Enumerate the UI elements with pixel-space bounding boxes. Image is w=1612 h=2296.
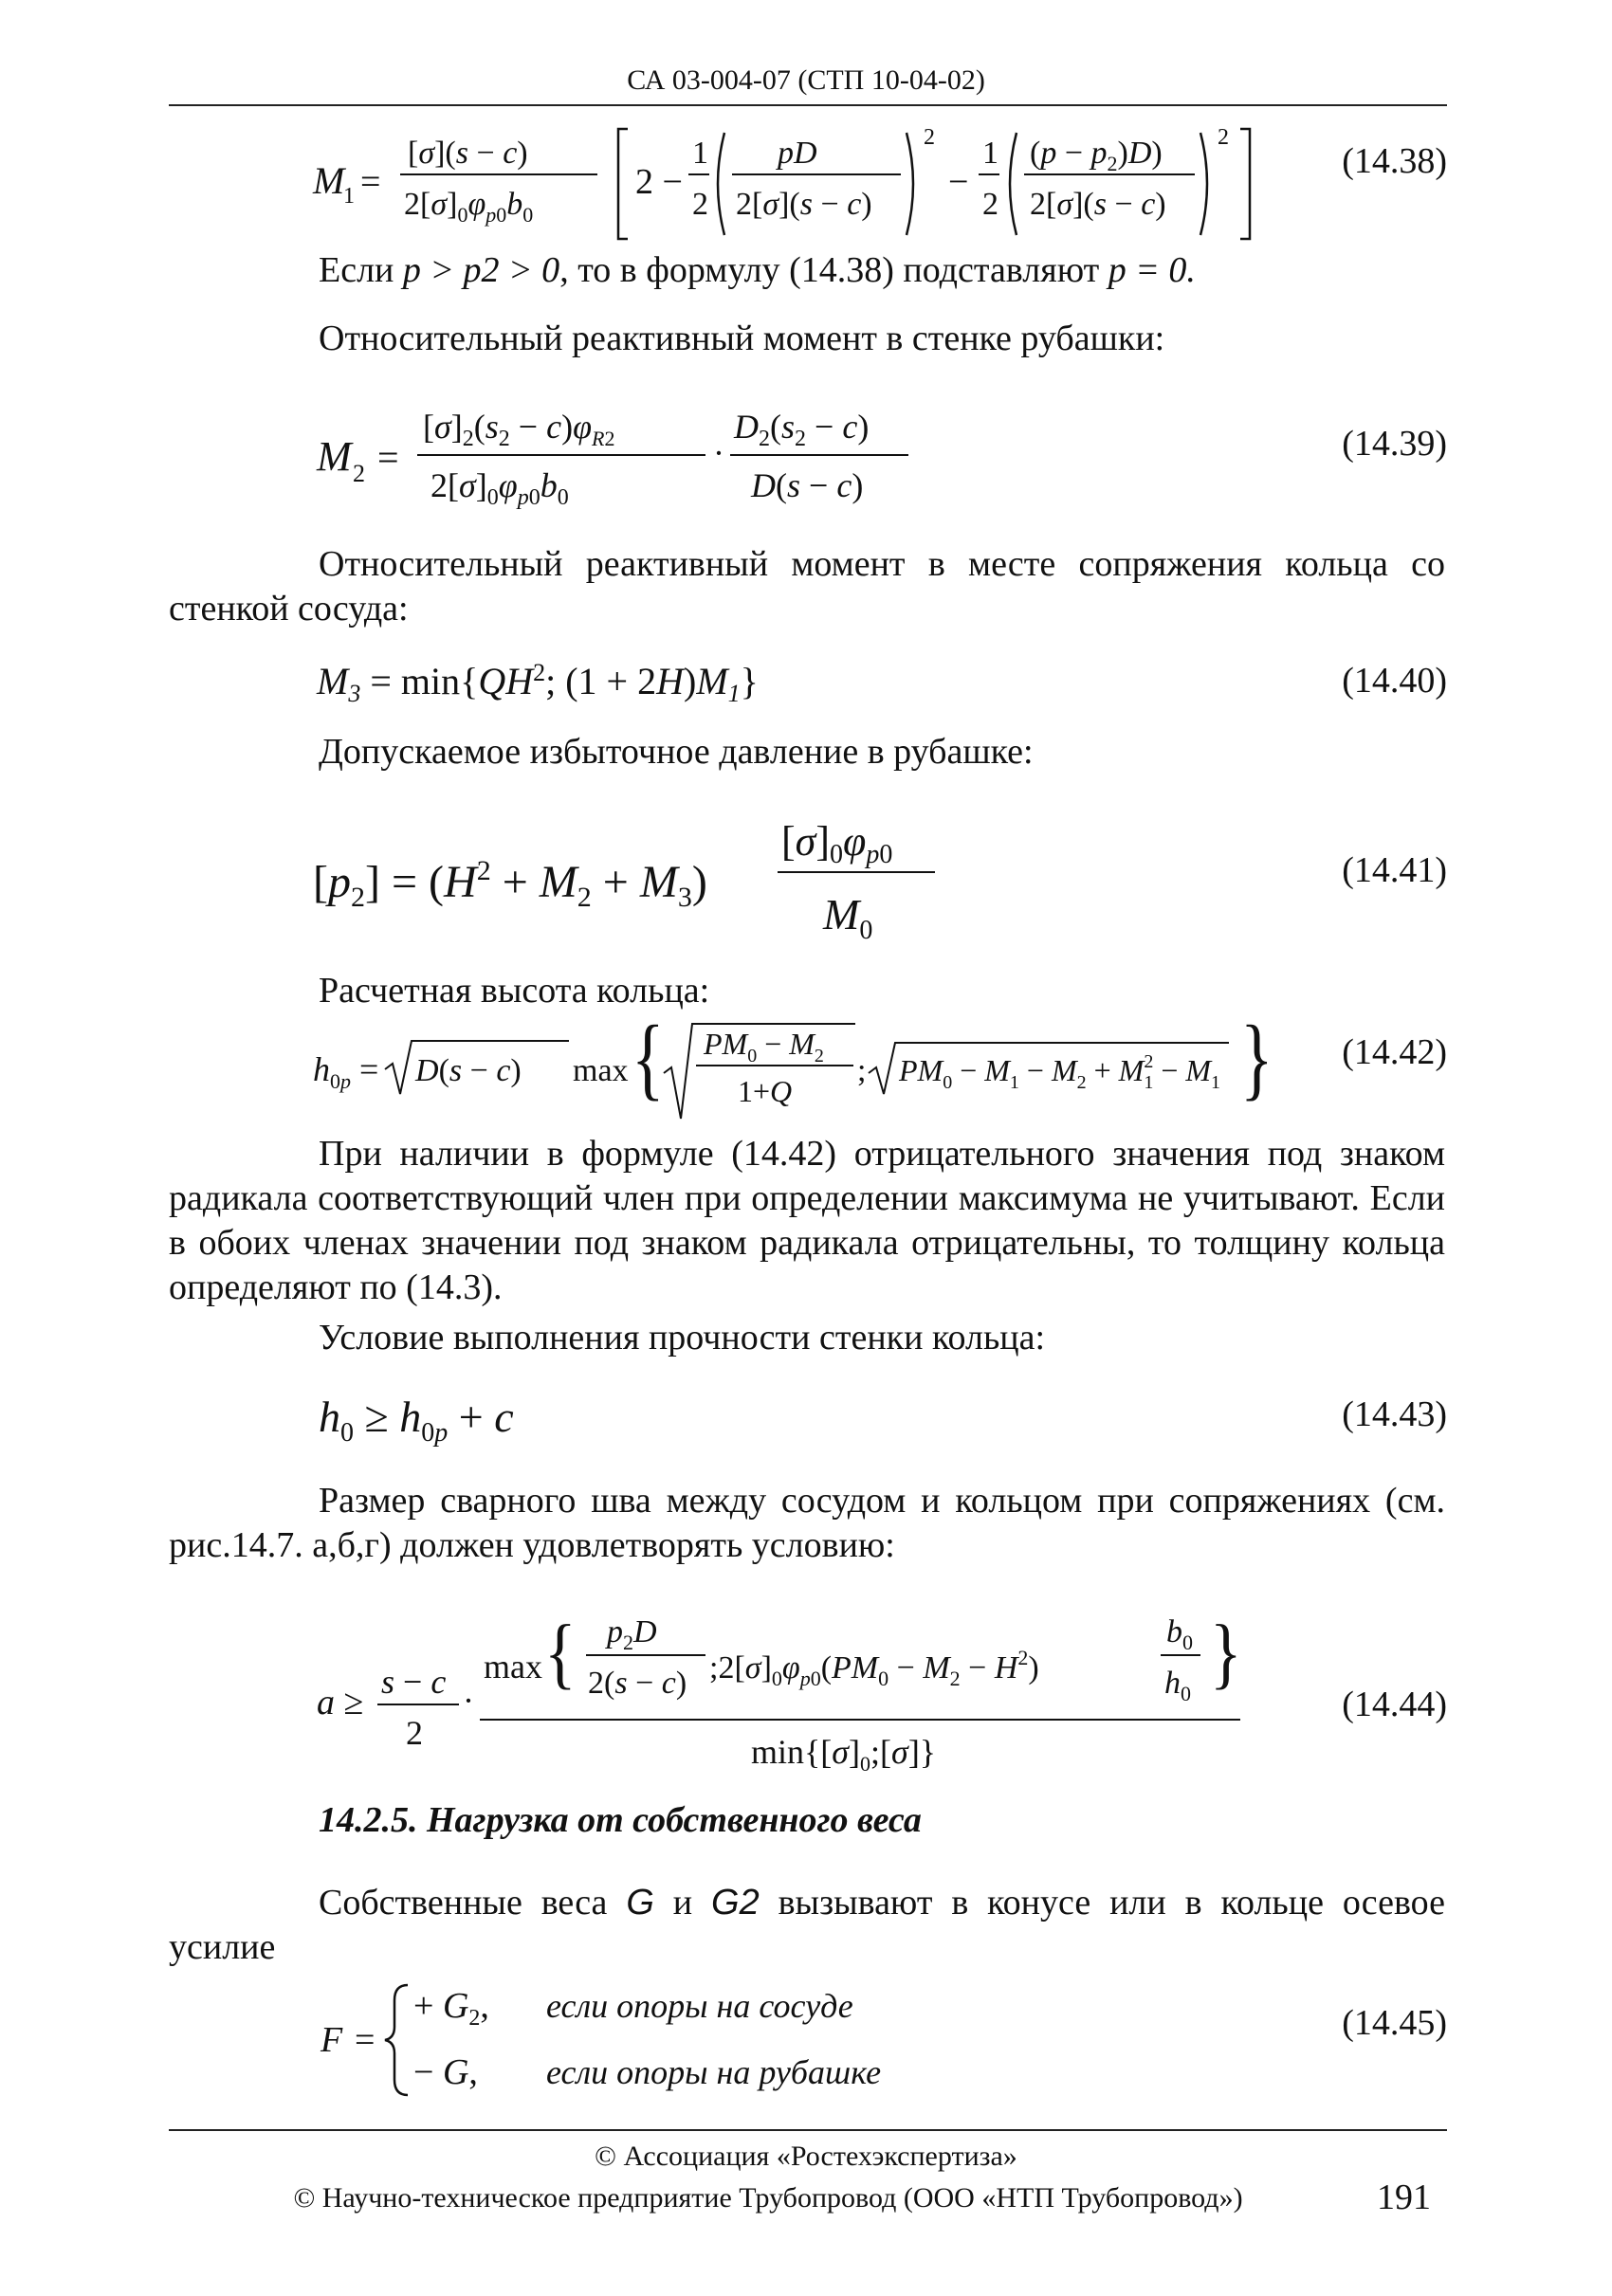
- svg-text:=: =: [360, 162, 381, 202]
- page-number: 191: [1377, 2178, 1431, 2217]
- paragraph-strength-condition: Условие выполнения прочности стенки кольца:: [319, 1318, 1046, 1358]
- svg-text:D2(s2 − c): $D_2(s_2 - c)$: [734, 408, 870, 451]
- svg-text:pD: pD: [778, 136, 817, 171]
- cond-result: p = 0.: [1108, 250, 1196, 290]
- footer-company: © Научно-техническое предприятие Трубопровод (ООО «НТП Трубопровод»): [293, 2182, 1243, 2214]
- svg-text:PM0 − M1 − M2 + M21 − M1: $PM_0 - M_1 - M_2 + M^2$ $1 - M_1$: [899, 1051, 1221, 1093]
- page-header: СА 03-004-07 (СТП 10-04-02): [627, 64, 985, 96]
- formula-14-44: [317, 1602, 1265, 1787]
- svg-text:M: M: [317, 433, 352, 480]
- cond-suffix: , то в формулу (14.38) подставляют: [559, 250, 1100, 290]
- formula-14-42: [313, 1006, 1273, 1133]
- footer-rule: [169, 2129, 1447, 2131]
- svg-text:−: −: [948, 162, 969, 202]
- svg-text:·: ·: [713, 434, 724, 472]
- footer-association: © Ассоциация «Ростехэкспертиза»: [595, 2141, 1017, 2172]
- svg-text:2 −: 2 −: [635, 162, 683, 202]
- svg-text:·: ·: [463, 1682, 474, 1720]
- paragraph-negative-radicand: При наличии в формуле (14.42) отрицательного значения под знаком радикала соответствующий член при определении максимума не учитывают. Если в обоих членах значении под знаком радикала отрицательны, то толщину кольца определяют по (14.3).: [169, 1134, 1445, 1307]
- svg-text:M3 = min{QH2; (1 + 2H)M1}: $M_3 = \min\{QH^2$; $(1 + 2H)M_1$}: [317, 659, 759, 707]
- formula-14-40: [317, 654, 999, 716]
- paragraph-moment-ring: Относительный реактивный момент в месте сопряжения кольца со стенкой сосуда:: [169, 544, 1445, 629]
- svg-text:=: =: [355, 2020, 376, 2060]
- svg-text:;2[σ]0φp0(PM0 − M2 − H2): $;2[\sigma]_0\varphi_p0(PM_0 - M_2 - H^2)$: [709, 1646, 1039, 1690]
- paragraph-allowable-pressure: Допускаемое избыточное давление в рубашке:: [319, 732, 1034, 772]
- formula-14-41: [313, 802, 958, 949]
- svg-text:[p2] = (H2 + M2 + M3): $[p_2] = (H^2 + M_2 + M_3)$: [313, 855, 707, 913]
- svg-text:=: =: [377, 436, 399, 479]
- svg-text:2[σ](s − c): 2[σ](s − c): [736, 187, 872, 222]
- svg-text:min{[σ]0;[σ]}: $\min\{[\sigma]_0;[\sigma]\}$: [751, 1733, 937, 1776]
- equation-number: (14.38): [1342, 141, 1447, 181]
- svg-text:b0: $b_0$: [1166, 1614, 1193, 1654]
- svg-text:F: F: [321, 2020, 343, 2060]
- svg-text:;: ;: [857, 1053, 867, 1088]
- svg-text:s − c: s − c: [381, 1663, 447, 1701]
- svg-text:M0: $M_0$: [823, 890, 873, 945]
- weight-and: и: [672, 1883, 693, 1922]
- svg-text:h0p =: $h_0p$ =: [313, 1050, 379, 1093]
- svg-text:2[σ]0φp0b0: $2[\sigma]_0\varphi_p0b_0$: [430, 466, 569, 510]
- svg-text:2: 2: [982, 187, 998, 222]
- formula-14-45: [321, 1977, 1003, 2105]
- svg-text:{: {: [632, 1006, 665, 1109]
- svg-text:max: max: [484, 1648, 542, 1686]
- svg-text:max: max: [573, 1053, 629, 1088]
- svg-text:2: 2: [692, 187, 708, 222]
- formula-14-38: [313, 116, 1299, 253]
- equation-number: (14.43): [1342, 1394, 1447, 1434]
- svg-text:+ G2,: + $G_2$,: [413, 1986, 489, 2031]
- svg-text:2: 2: [353, 460, 365, 487]
- svg-text:h0: $h_0$: [1164, 1666, 1191, 1705]
- svg-text:M: M: [313, 159, 345, 202]
- paragraph-moment-jacket: Относительный реактивный момент в стенке рубашки:: [319, 319, 1165, 358]
- paragraph-ring-height: Расчетная высота кольца:: [319, 971, 710, 1011]
- equation-number: (14.44): [1342, 1685, 1447, 1724]
- case-vessel-supports: если опоры на сосуде: [546, 1987, 853, 2025]
- svg-text:[σ]2(s2 − c)φR2: $[\sigma]_2(s_2 - c)\varphi_R2$: [423, 408, 615, 451]
- equation-number: (14.42): [1342, 1032, 1447, 1072]
- case-jacket-supports: если опоры на рубашке: [546, 2053, 882, 2091]
- svg-text:− G,: − G,: [413, 2052, 478, 2092]
- svg-text:p2D: $p_2D$: [607, 1614, 657, 1654]
- section-heading: 14.2.5. Нагрузка от собственного веса: [319, 1800, 922, 1840]
- paragraph-own-weight: [169, 1881, 1445, 1970]
- formula-14-39: [317, 398, 924, 526]
- equation-number: (14.41): [1342, 850, 1447, 890]
- svg-text:1: 1: [982, 136, 998, 171]
- svg-text:2[σ](s − c): 2[σ](s − c): [1030, 187, 1166, 222]
- paragraph-weld-size: Размер сварного шва между сосудом и кольцом при сопряжениях (см. рис.14.7. а,б,г) должен удовлетворять условию:: [169, 1481, 1445, 1565]
- cond-prefix: Если: [319, 250, 394, 290]
- svg-text:2: 2: [406, 1714, 423, 1752]
- svg-text:2(s − c): 2(s − c): [588, 1666, 687, 1701]
- equation-number: (14.39): [1342, 424, 1447, 464]
- weight-suffix: вызывают в конусе или в кольце осевое усилие: [169, 1883, 1446, 1967]
- svg-text:D(s − c): D(s − c): [415, 1053, 522, 1088]
- svg-text:1: 1: [692, 136, 708, 171]
- svg-text:2[σ]0φp0b0: $2[\sigma]_0\varphi_p0b_0$: [404, 187, 534, 227]
- formula-14-43: [319, 1384, 603, 1455]
- svg-text:1+Q: 1+Q: [738, 1074, 793, 1108]
- svg-text:}: }: [1210, 1608, 1242, 1698]
- weight-g2: G2: [711, 1883, 760, 1922]
- svg-text:(p − p2)D): $(p - p_2)D$): [1030, 136, 1163, 175]
- condition-line: [319, 248, 1196, 293]
- svg-text:[σ](s − c): [σ](s − c): [408, 136, 528, 171]
- svg-text:[σ]0φp0: [σ]0φp0: [781, 818, 893, 869]
- svg-text:h0 ≥ h0p + c: $h_0 \ge h_0p + c$: [319, 1393, 514, 1448]
- equation-number: (14.40): [1342, 661, 1447, 701]
- svg-text:PM0 − M2: $PM_0 - M_2$: [704, 1027, 824, 1066]
- svg-text:2: 2: [1218, 125, 1229, 150]
- svg-text:a ≥: a ≥: [317, 1683, 364, 1722]
- cond-formula: p > p2 > 0: [402, 250, 560, 290]
- svg-text:}: }: [1240, 1006, 1273, 1109]
- svg-text:D(s − c): D(s − c): [751, 466, 864, 504]
- header-rule: [169, 104, 1447, 106]
- weight-g: G: [626, 1883, 654, 1922]
- svg-text:{: {: [544, 1608, 577, 1698]
- equation-number: (14.45): [1342, 2003, 1447, 2043]
- svg-text:1: 1: [343, 184, 355, 209]
- weight-prefix: Собственные веса: [319, 1883, 608, 1922]
- svg-text:2: 2: [924, 125, 935, 150]
